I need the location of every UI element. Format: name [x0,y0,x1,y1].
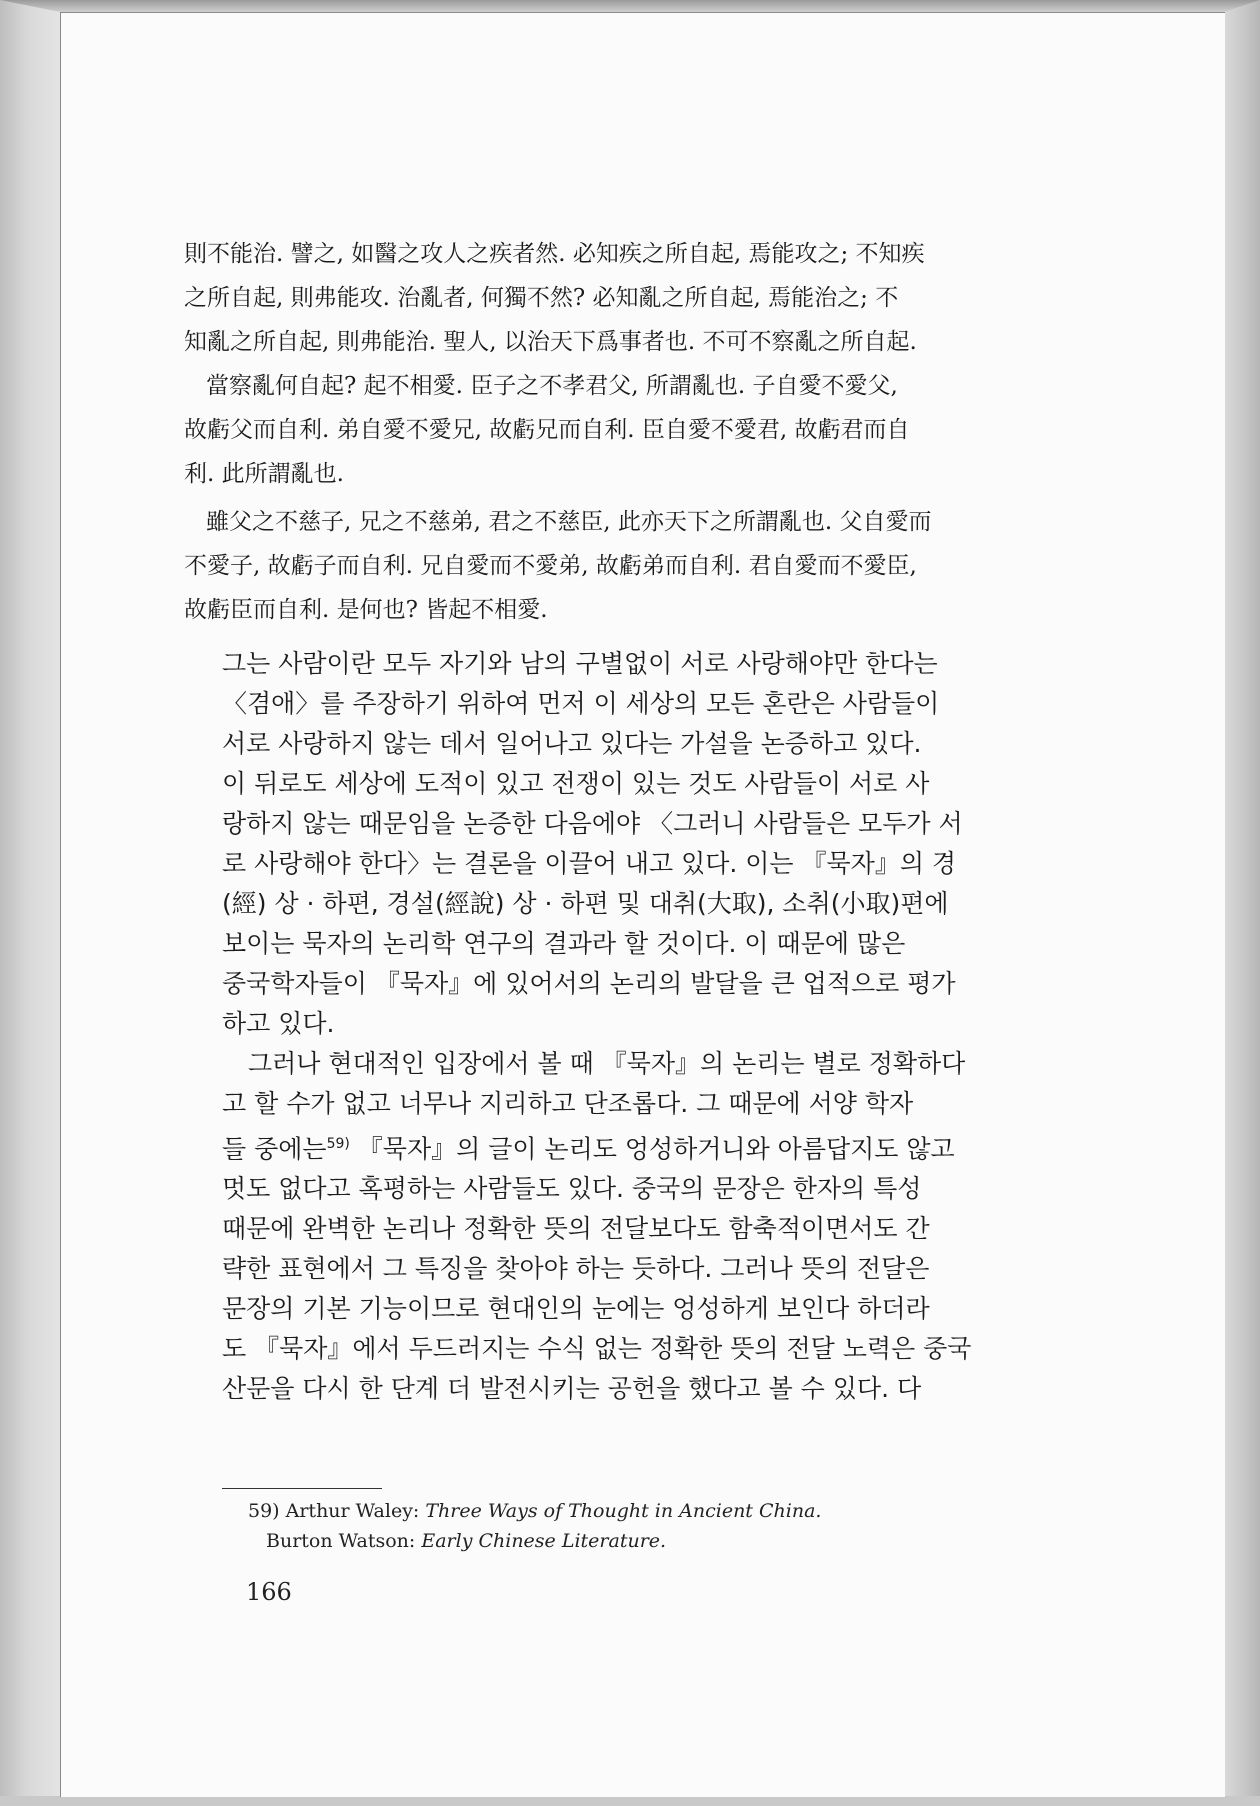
book-top-edge [0,0,1260,12]
body-line: 략한 표현에서 그 특징을 찾아야 하는 듯하다. 그러나 뜻의 전달은 [222,1254,930,1284]
book-page-stack-right [1224,0,1260,1806]
footnote-59-continued [248,1526,821,1556]
footnote-divider [222,1488,382,1489]
body-line: 도 『묵자』에서 두드러지는 수식 없는 정확한 뜻의 전달 노력은 중국 [222,1334,972,1364]
body-line: 그는 사람이란 모두 자기와 남의 구별없이 서로 사랑해야만 한다는 [222,649,938,678]
book-bottom-edge [0,1796,1260,1806]
book-spine-left [0,0,60,1806]
body-line: 랑하지 않는 때문임을 논증한 다음에야 〈그러니 사람들은 모두가 서 [222,809,963,838]
quote-line: 則不能治. 譬之, 如醫之攻人之疾者然. 必知疾之所自起, 焉能攻之; 不知疾 [184,241,925,267]
body-line [222,1124,1042,1169]
classical-chinese-quote [184,232,1044,632]
quote-line: 當察亂何自起? 起不相愛. 臣子之不孝君父, 所謂亂也. 子自愛不愛父, [206,373,898,399]
quote-line: 雖父之不慈子, 兄之不慈弟, 君之不慈臣, 此亦天下之所謂亂也. 父自愛而 [206,509,932,535]
body-line: 때문에 완벽한 논리나 정확한 뜻의 전달보다도 함축적이면서도 간 [222,1214,930,1244]
body-line: 보이는 묵자의 논리학 연구의 결과라 할 것이다. 이 때문에 많은 [222,929,906,958]
body-line: 문장의 기본 기능이므로 현대인의 눈에는 엉성하게 보인다 하더라 [222,1294,930,1324]
footnote-book-title: Early Chinese Literature. [421,1530,667,1552]
footnote-author: 59) Arthur Waley: [248,1500,426,1522]
quote-line: 利. 此所謂亂也. [184,461,344,487]
quote-line: 知亂之所自起, 則弗能治. 聖人, 以治天下爲事者也. 不可不察亂之所自起. [184,329,917,355]
quote-line: 不愛子, 故虧子而自利. 兄自愛而不愛弟, 故虧弟而自利. 君自愛而不愛臣, [184,553,917,579]
page-number: 166 [246,1578,292,1606]
quote-line: 之所自起, 則弗能攻. 治亂者, 何獨不然? 必知亂之所自起, 焉能治之; 不 [184,285,899,311]
body-line: 고 할 수가 없고 너무나 지리하고 단조롭다. 그 때문에 서양 학자 [222,1089,914,1118]
body-line-start: 들 중에는 [222,1134,327,1164]
quote-line: 故虧父而自利. 弟自愛不愛兄, 故虧兄而自利. 臣自愛不愛君, 故虧君而自 [184,417,910,443]
body-line: 이 뒤로도 세상에 도적이 있고 전쟁이 있는 것도 사람들이 서로 사 [222,769,930,798]
korean-body-text [222,644,1042,1409]
body-line: (經) 상 · 하편, 경설(經說) 상 · 하편 및 대취(大取), 소취(小取)편에 [222,889,949,918]
footnotes [248,1496,821,1556]
body-line: 서로 사랑하지 않는 데서 일어나고 있다는 가설을 논증하고 있다. [222,729,922,758]
footnote-59 [248,1496,821,1526]
body-line: 중국학자들이 『묵자』에 있어서의 논리의 발달을 큰 업적으로 평가 [222,969,956,998]
body-line: 멋도 없다고 혹평하는 사람들도 있다. 중국의 문장은 한자의 특성 [222,1174,922,1204]
footnote-author: Burton Watson: [266,1530,422,1552]
body-line: 그러나 현대적인 입장에서 볼 때 『묵자』의 논리는 별로 정확하다 [248,1049,966,1078]
body-line: 로 사랑해야 한다〉는 결론을 이끌어 내고 있다. 이는 『묵자』의 경 [222,849,957,878]
footnote-book-title: Three Ways of Thought in Ancient China. [425,1500,822,1522]
quote-line: 故虧臣而自利. 是何也? 皆起不相愛. [184,597,548,623]
body-line-rest: 『묵자』의 글이 논리도 엉성하거니와 아름답지도 않고 [349,1134,955,1164]
footnote-ref[interactable]: 59) [326,1136,350,1152]
body-line: 하고 있다. [222,1009,335,1038]
body-line: 산문을 다시 한 단계 더 발전시키는 공헌을 했다고 볼 수 있다. 다 [222,1374,922,1404]
body-line: 〈겸애〉를 주장하기 위하여 먼저 이 세상의 모든 혼란은 사람들이 [222,689,940,718]
